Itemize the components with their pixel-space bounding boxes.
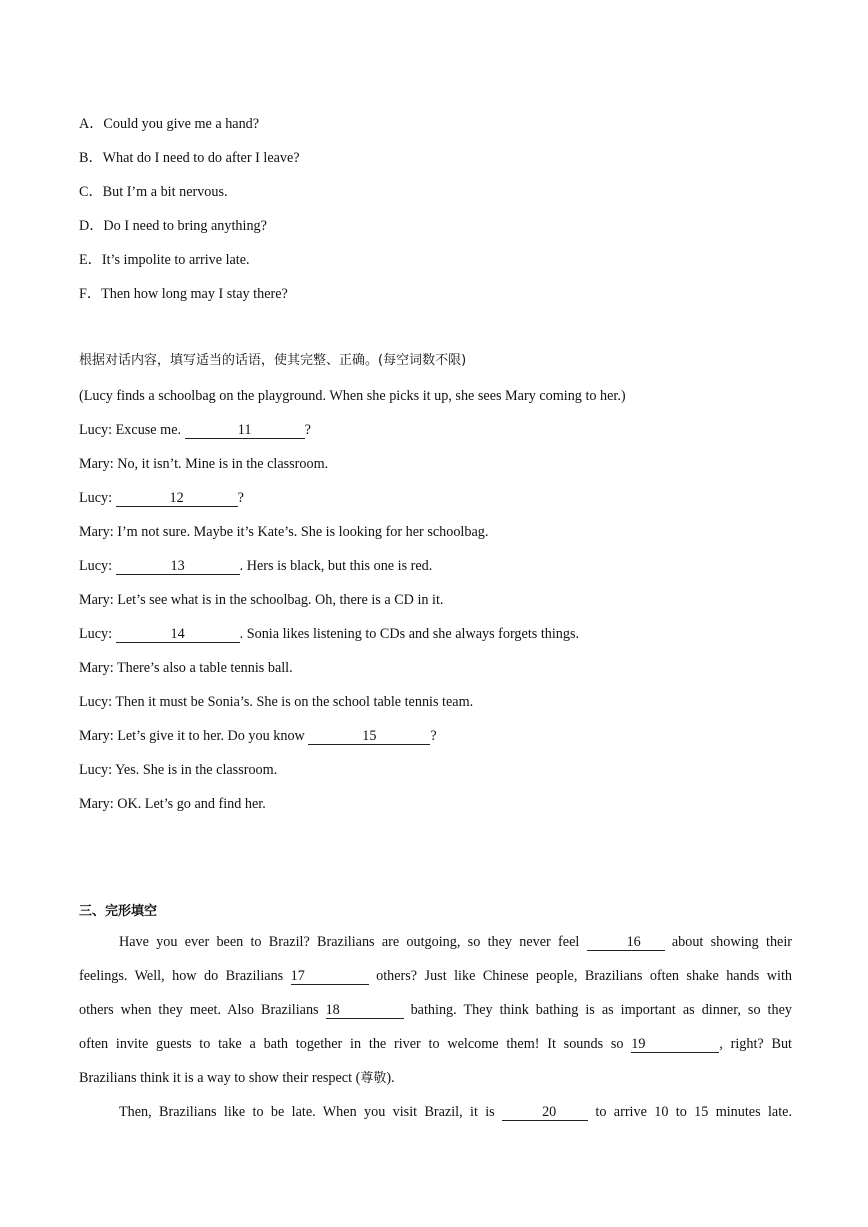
section2-instruction: 根据对话内容，填写适当的话语，使其完整、正确。(每空词数不限): [79, 353, 467, 368]
dialogue-text: ?: [430, 728, 437, 744]
passage-text: bathing. They think bathing is as important as dinner, so they: [403, 1002, 792, 1018]
option-d: D．Do I need to bring anything?: [79, 218, 267, 234]
dialogue-line: [79, 727, 437, 745]
dialogue-text: Lucy:: [79, 626, 116, 642]
passage-line: [79, 1095, 792, 1129]
dialogue-line: [79, 557, 432, 575]
dialogue-text: ?: [304, 422, 311, 438]
dialogue-line: Mary: OK. Let’s go and find her.: [79, 796, 266, 812]
dialogue-line: Lucy: Then it must be Sonia’s. She is on the school table tennis team.: [79, 694, 474, 710]
section2-context: (Lucy finds a schoolbag on the playground. When she picks it up, she sees Mary coming to her.): [79, 388, 626, 404]
blank-16[interactable]: 16: [587, 935, 665, 951]
blank-14[interactable]: 14: [116, 627, 240, 643]
passage-text: , right? But: [719, 1036, 792, 1052]
passage-text: often invite guests to take a bath together in the river to welcome them! It sounds so: [79, 1036, 632, 1052]
passage-line: [79, 925, 792, 959]
blank-20[interactable]: 20: [502, 1105, 588, 1121]
dialogue-text: ?: [237, 490, 244, 506]
passage-text: others? Just like Chinese people, Brazilians often shake hands with: [368, 968, 792, 984]
option-f: F．Then how long may I stay there?: [79, 286, 288, 302]
blank-15[interactable]: 15: [308, 729, 430, 745]
dialogue-text: Lucy:: [79, 558, 116, 574]
option-b: B．What do I need to do after I leave?: [79, 150, 300, 166]
passage-line: [79, 959, 792, 993]
dialogue-line: Mary: No, it isn’t. Mine is in the classroom.: [79, 456, 329, 472]
passage-text: Brazilians think it is a way to show their respect (: [79, 1070, 361, 1086]
option-a: A．Could you give me a hand?: [79, 116, 260, 132]
passage-line: [79, 993, 792, 1027]
dialogue-line: [79, 489, 244, 507]
passage-text: feelings. Well, how do Brazilians: [79, 968, 291, 984]
passage-text: about showing their: [664, 934, 792, 950]
blank-19[interactable]: 19: [631, 1037, 719, 1053]
passage-text: Then, Brazilians like to be late. When you visit Brazil, it is: [119, 1104, 503, 1120]
blank-17[interactable]: 17: [291, 969, 369, 985]
blank-11[interactable]: 11: [185, 423, 305, 439]
dialogue-line: Lucy: Yes. She is in the classroom.: [79, 762, 278, 778]
dialogue-text: Lucy: Excuse me.: [79, 422, 185, 438]
passage-text: Have you ever been to Brazil? Brazilians are outgoing, so they never feel: [119, 934, 587, 950]
dialogue-line: [79, 421, 311, 439]
passage-cjk-text: 尊敬: [360, 1071, 387, 1086]
dialogue-line: Mary: Let’s see what is in the schoolbag. Oh, there is a CD in it.: [79, 592, 444, 608]
dialogue-line: Mary: I’m not sure. Maybe it’s Kate’s. She is looking for her schoolbag.: [79, 524, 489, 540]
dialogue-text: Lucy:: [79, 490, 116, 506]
blank-12[interactable]: 12: [116, 491, 238, 507]
passage-text: ).: [386, 1070, 395, 1086]
blank-18[interactable]: 18: [326, 1003, 404, 1019]
option-e: E．It’s impolite to arrive late.: [79, 252, 250, 268]
dialogue-line: [79, 625, 579, 643]
passage-text: others when they meet. Also Brazilians: [79, 1002, 326, 1018]
dialogue-text: Mary: Let’s give it to her. Do you know: [79, 728, 309, 744]
dialogue-line: Mary: There’s also a table tennis ball.: [79, 660, 293, 676]
passage-text: to arrive 10 to 15 minutes late.: [588, 1104, 792, 1120]
dialogue-text: . Sonia likes listening to CDs and she always forgets things.: [239, 626, 580, 642]
blank-13[interactable]: 13: [116, 559, 240, 575]
option-c: C．But I’m a bit nervous.: [79, 184, 228, 200]
section3-heading: 三、完形填空: [79, 904, 158, 919]
passage-line: [79, 1061, 792, 1096]
dialogue-text: . Hers is black, but this one is red.: [239, 558, 433, 574]
passage-line: [79, 1027, 792, 1061]
